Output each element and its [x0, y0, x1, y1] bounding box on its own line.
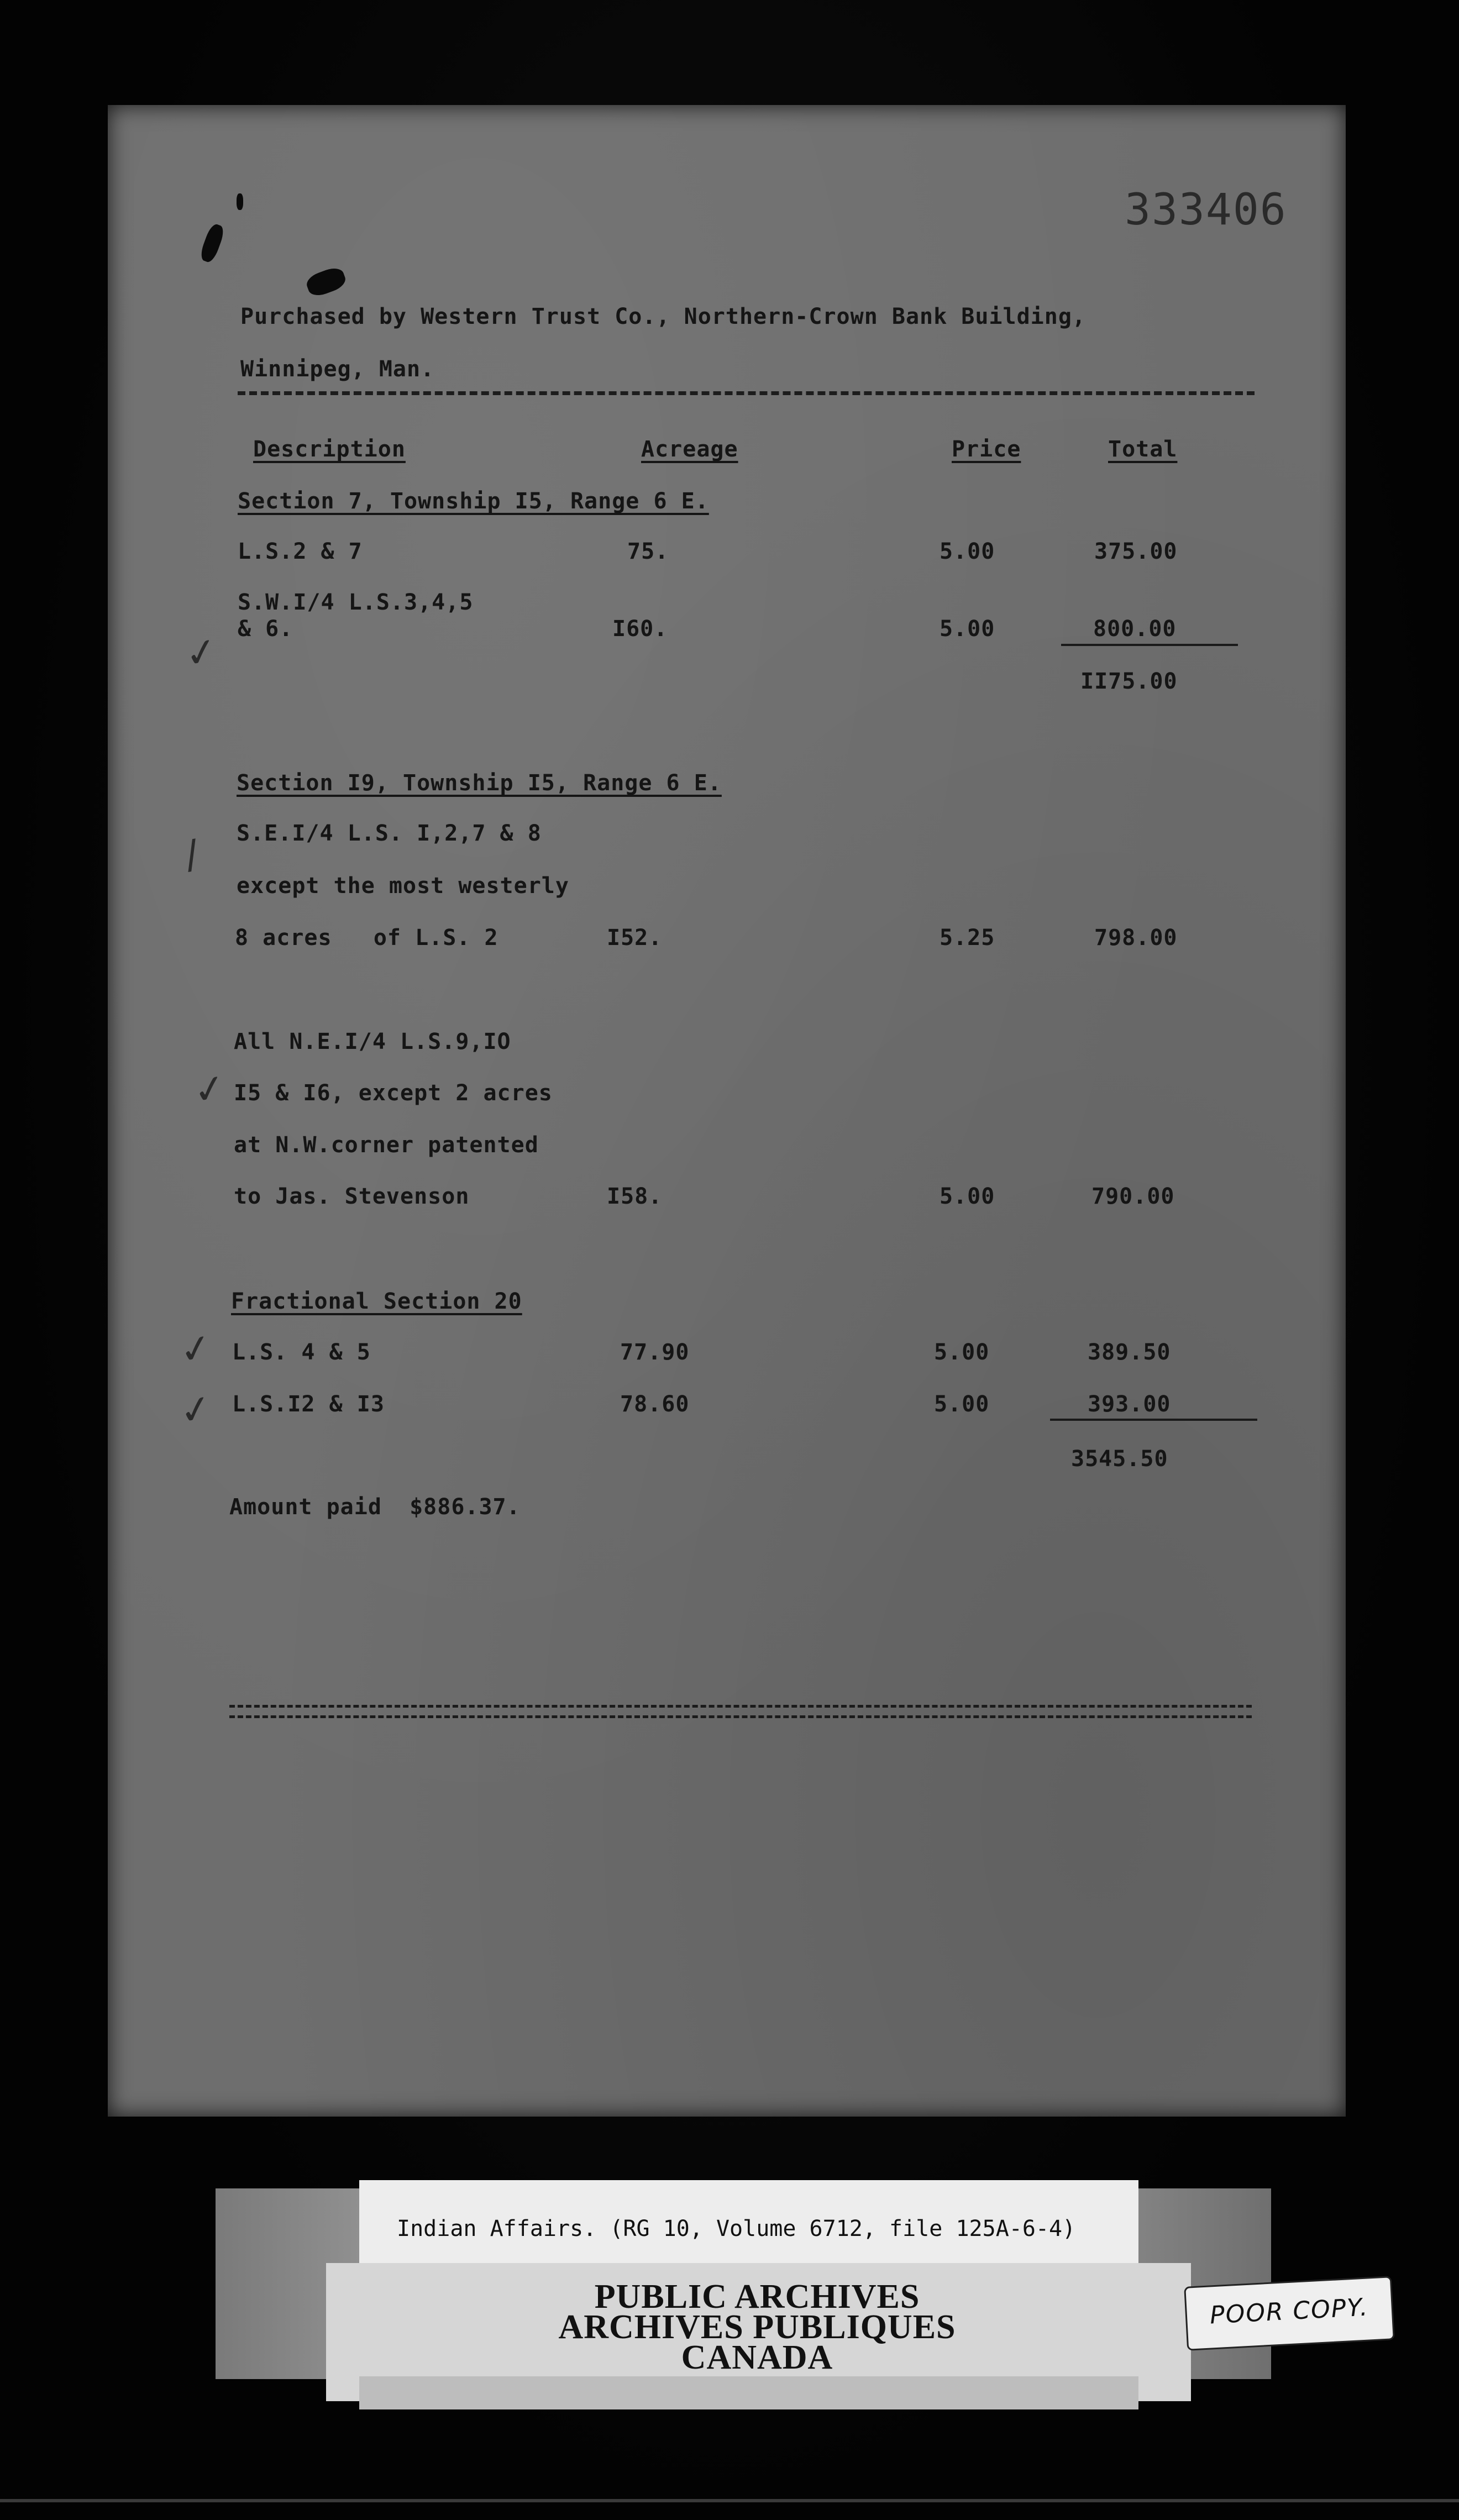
poor-copy-text: POOR COPY. [1209, 2293, 1369, 2330]
entry-line: to Jas. Stevenson [234, 1184, 470, 1209]
closing-double-rule [229, 1705, 1252, 1718]
archive-name-fr: ARCHIVES PUBLIQUES [558, 2308, 956, 2346]
row-total: 393.00 [1088, 1392, 1171, 1417]
row-description: & 6. [238, 616, 293, 642]
section-title: Section I9, Township I5, Range 6 E. [237, 770, 722, 796]
row-price: 5.00 [940, 539, 995, 564]
row-acreage: 77.90 [620, 1340, 690, 1365]
row-description: S.W.I/4 L.S.3,4,5 [238, 590, 474, 615]
row-acreage: I60. [612, 616, 668, 642]
header-description: Description [253, 437, 406, 462]
row-total: 375.00 [1094, 539, 1178, 564]
document-page [108, 105, 1346, 2117]
archive-reference: Indian Affairs. (RG 10, Volume 6712, file 125A-6-4) [397, 2216, 1076, 2241]
row-acreage: 75. [627, 539, 669, 564]
entry-line: S.E.I/4 L.S. I,2,7 & 8 [237, 821, 542, 846]
entry-line: All N.E.I/4 L.S.9,IO [234, 1029, 511, 1054]
poor-copy-tag [1184, 2276, 1395, 2351]
film-edge-line [0, 2499, 1459, 2502]
grand-total-rule [1050, 1419, 1257, 1421]
row-description: L.S.2 & 7 [238, 539, 363, 564]
row-description: L.S. 4 & 5 [232, 1340, 371, 1365]
purchaser-line-1: Purchased by Western Trust Co., Northern-Crown Bank Building, [240, 304, 1087, 329]
entry-line: at N.W.corner patented [234, 1132, 539, 1158]
entry-line: I5 & I6, except 2 acres [234, 1080, 553, 1106]
check-mark: ✓ [181, 627, 222, 678]
row-total: 389.50 [1088, 1340, 1171, 1365]
check-mark: ✓ [190, 1064, 230, 1115]
header-price: Price [952, 437, 1021, 462]
check-mark: ✓ [176, 1384, 216, 1435]
check-mark: / [181, 831, 202, 878]
grand-total: 3545.50 [1071, 1446, 1168, 1472]
row-acreage: 78.60 [620, 1392, 690, 1417]
dashed-divider [238, 391, 1255, 395]
row-acreage: I52. [607, 925, 663, 951]
section-title: Fractional Section 20 [231, 1289, 522, 1314]
header-total: Total [1108, 437, 1178, 462]
subtotal: II75.00 [1080, 669, 1178, 694]
entry-line: except the most westerly [237, 873, 569, 899]
amount-paid: Amount paid $886.37. [229, 1494, 521, 1520]
ink-blot [237, 193, 243, 210]
row-total: 800.00 [1093, 616, 1177, 642]
archive-label-foot [359, 2376, 1138, 2409]
section-title: Section 7, Township I5, Range 6 E. [238, 489, 709, 514]
archive-country: CANADA [681, 2339, 833, 2376]
row-price: 5.00 [940, 1184, 995, 1209]
row-price: 5.00 [940, 616, 995, 642]
archive-name-en: PUBLIC ARCHIVES [594, 2278, 920, 2316]
row-total: 790.00 [1091, 1184, 1175, 1209]
check-mark: ✓ [176, 1324, 216, 1374]
subtotal-rule [1061, 644, 1238, 646]
row-total: 798.00 [1094, 925, 1178, 951]
row-price: 5.25 [940, 925, 995, 951]
purchaser-line-2: Winnipeg, Man. [240, 356, 435, 382]
header-acreage: Acreage [641, 437, 738, 462]
entry-line: 8 acres of L.S. 2 [235, 925, 498, 951]
row-description: L.S.I2 & I3 [232, 1392, 385, 1417]
document-number: 333406 [1125, 185, 1287, 235]
row-price: 5.00 [934, 1392, 990, 1417]
row-acreage: I58. [607, 1184, 663, 1209]
row-price: 5.00 [934, 1340, 990, 1365]
